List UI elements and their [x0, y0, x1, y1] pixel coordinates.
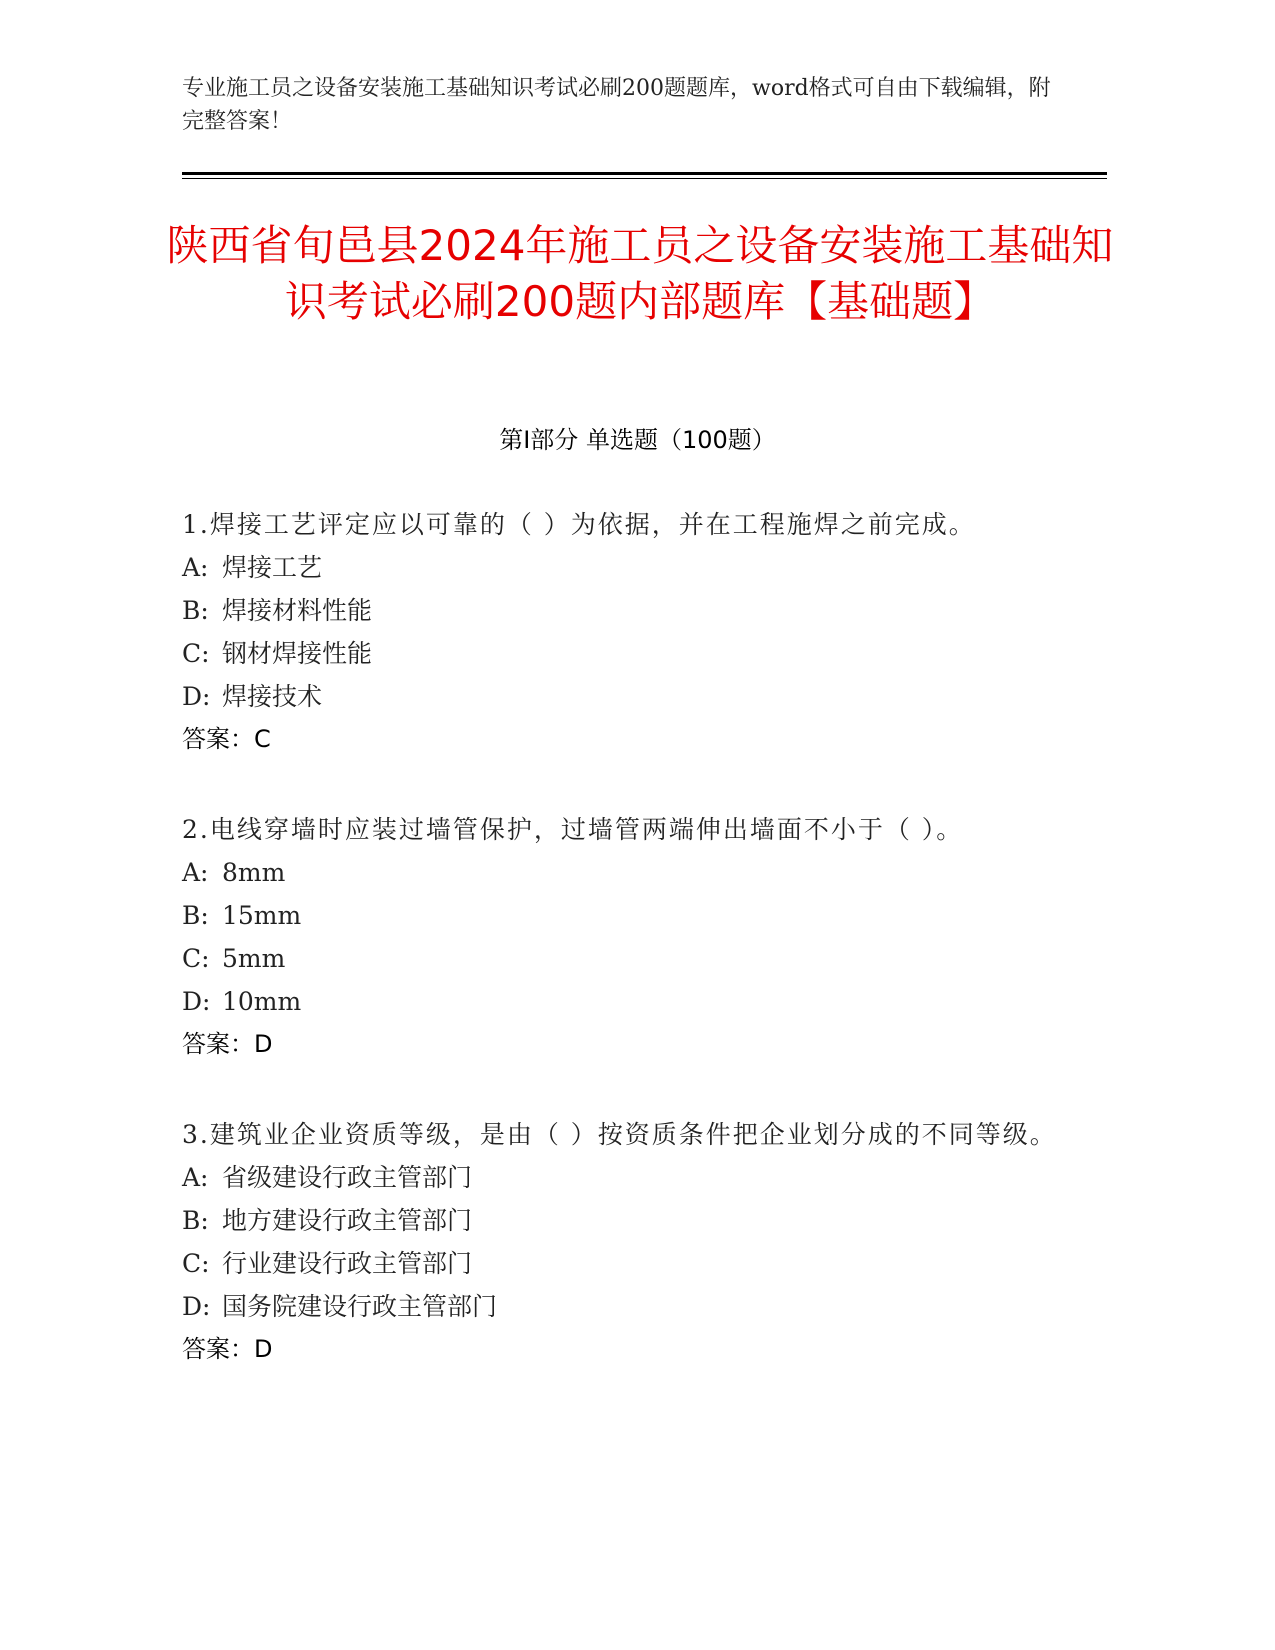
- option-text: 地方建设行政主管部门: [222, 1206, 473, 1235]
- option-text: 5mm: [222, 944, 286, 973]
- question-stem: 2.电线穿墙时应装过墙管保护，过墙管两端伸出墙面不小于（ ）。: [182, 815, 964, 844]
- option-c: [182, 632, 1062, 675]
- option-label: A:: [182, 858, 209, 887]
- option-text: 省级建设行政主管部门: [222, 1163, 473, 1192]
- option-c: [182, 1242, 1062, 1285]
- option-label: A:: [182, 1163, 209, 1192]
- question-stem: 3.建筑业企业资质等级，是由（ ）按资质条件把企业划分成的不同等级。: [182, 1120, 1057, 1149]
- option-c: [182, 937, 1062, 980]
- option-text: 15mm: [222, 901, 302, 930]
- option-label: B:: [182, 901, 209, 930]
- option-b: [182, 589, 1062, 632]
- option-label: B:: [182, 596, 209, 625]
- option-a: [182, 1156, 1062, 1199]
- option-text: 10mm: [222, 987, 302, 1016]
- option-text: 钢材焊接性能: [222, 639, 373, 668]
- answer: 答案：C: [182, 725, 271, 753]
- option-d: [182, 675, 1062, 718]
- option-d: [182, 980, 1062, 1023]
- option-text: 8mm: [222, 858, 286, 887]
- option-text: 焊接材料性能: [222, 596, 373, 625]
- option-label: B:: [182, 1206, 209, 1235]
- section-heading: 第Ⅰ部分 单选题（100题）: [499, 426, 776, 454]
- option-a: [182, 851, 1062, 894]
- option-text: 国务院建设行政主管部门: [222, 1292, 498, 1321]
- option-label: C:: [182, 1249, 210, 1278]
- option-label: C:: [182, 944, 210, 973]
- question-stem: 1.焊接工艺评定应以可靠的（ ）为依据，并在工程施焊之前完成。: [182, 510, 976, 539]
- option-d: [182, 1285, 1062, 1328]
- header-rule-thin: [182, 178, 1107, 179]
- question-2: [182, 808, 1062, 1066]
- option-b: [182, 894, 1062, 937]
- question-3: [182, 1113, 1062, 1371]
- option-text: 焊接技术: [222, 682, 323, 711]
- option-a: [182, 546, 1062, 589]
- answer: 答案：D: [182, 1335, 273, 1363]
- header-note: 专业施工员之设备安装施工基础知识考试必刷200题题库，word格式可自由下载编辑，附完整答案！: [182, 76, 1051, 134]
- document-title: 陕西省旬邑县2024年施工员之设备安装施工基础知识考试必刷200题内部题库【基础题】: [166, 221, 1114, 326]
- option-label: D:: [182, 1292, 211, 1321]
- option-label: D:: [182, 682, 211, 711]
- option-text: 行业建设行政主管部门: [222, 1249, 473, 1278]
- option-label: C:: [182, 639, 210, 668]
- question-1: [182, 503, 1062, 761]
- option-label: A:: [182, 553, 209, 582]
- answer: 答案：D: [182, 1030, 273, 1058]
- option-label: D:: [182, 987, 211, 1016]
- option-b: [182, 1199, 1062, 1242]
- option-text: 焊接工艺: [222, 553, 323, 582]
- header-rule-thick: [182, 172, 1107, 175]
